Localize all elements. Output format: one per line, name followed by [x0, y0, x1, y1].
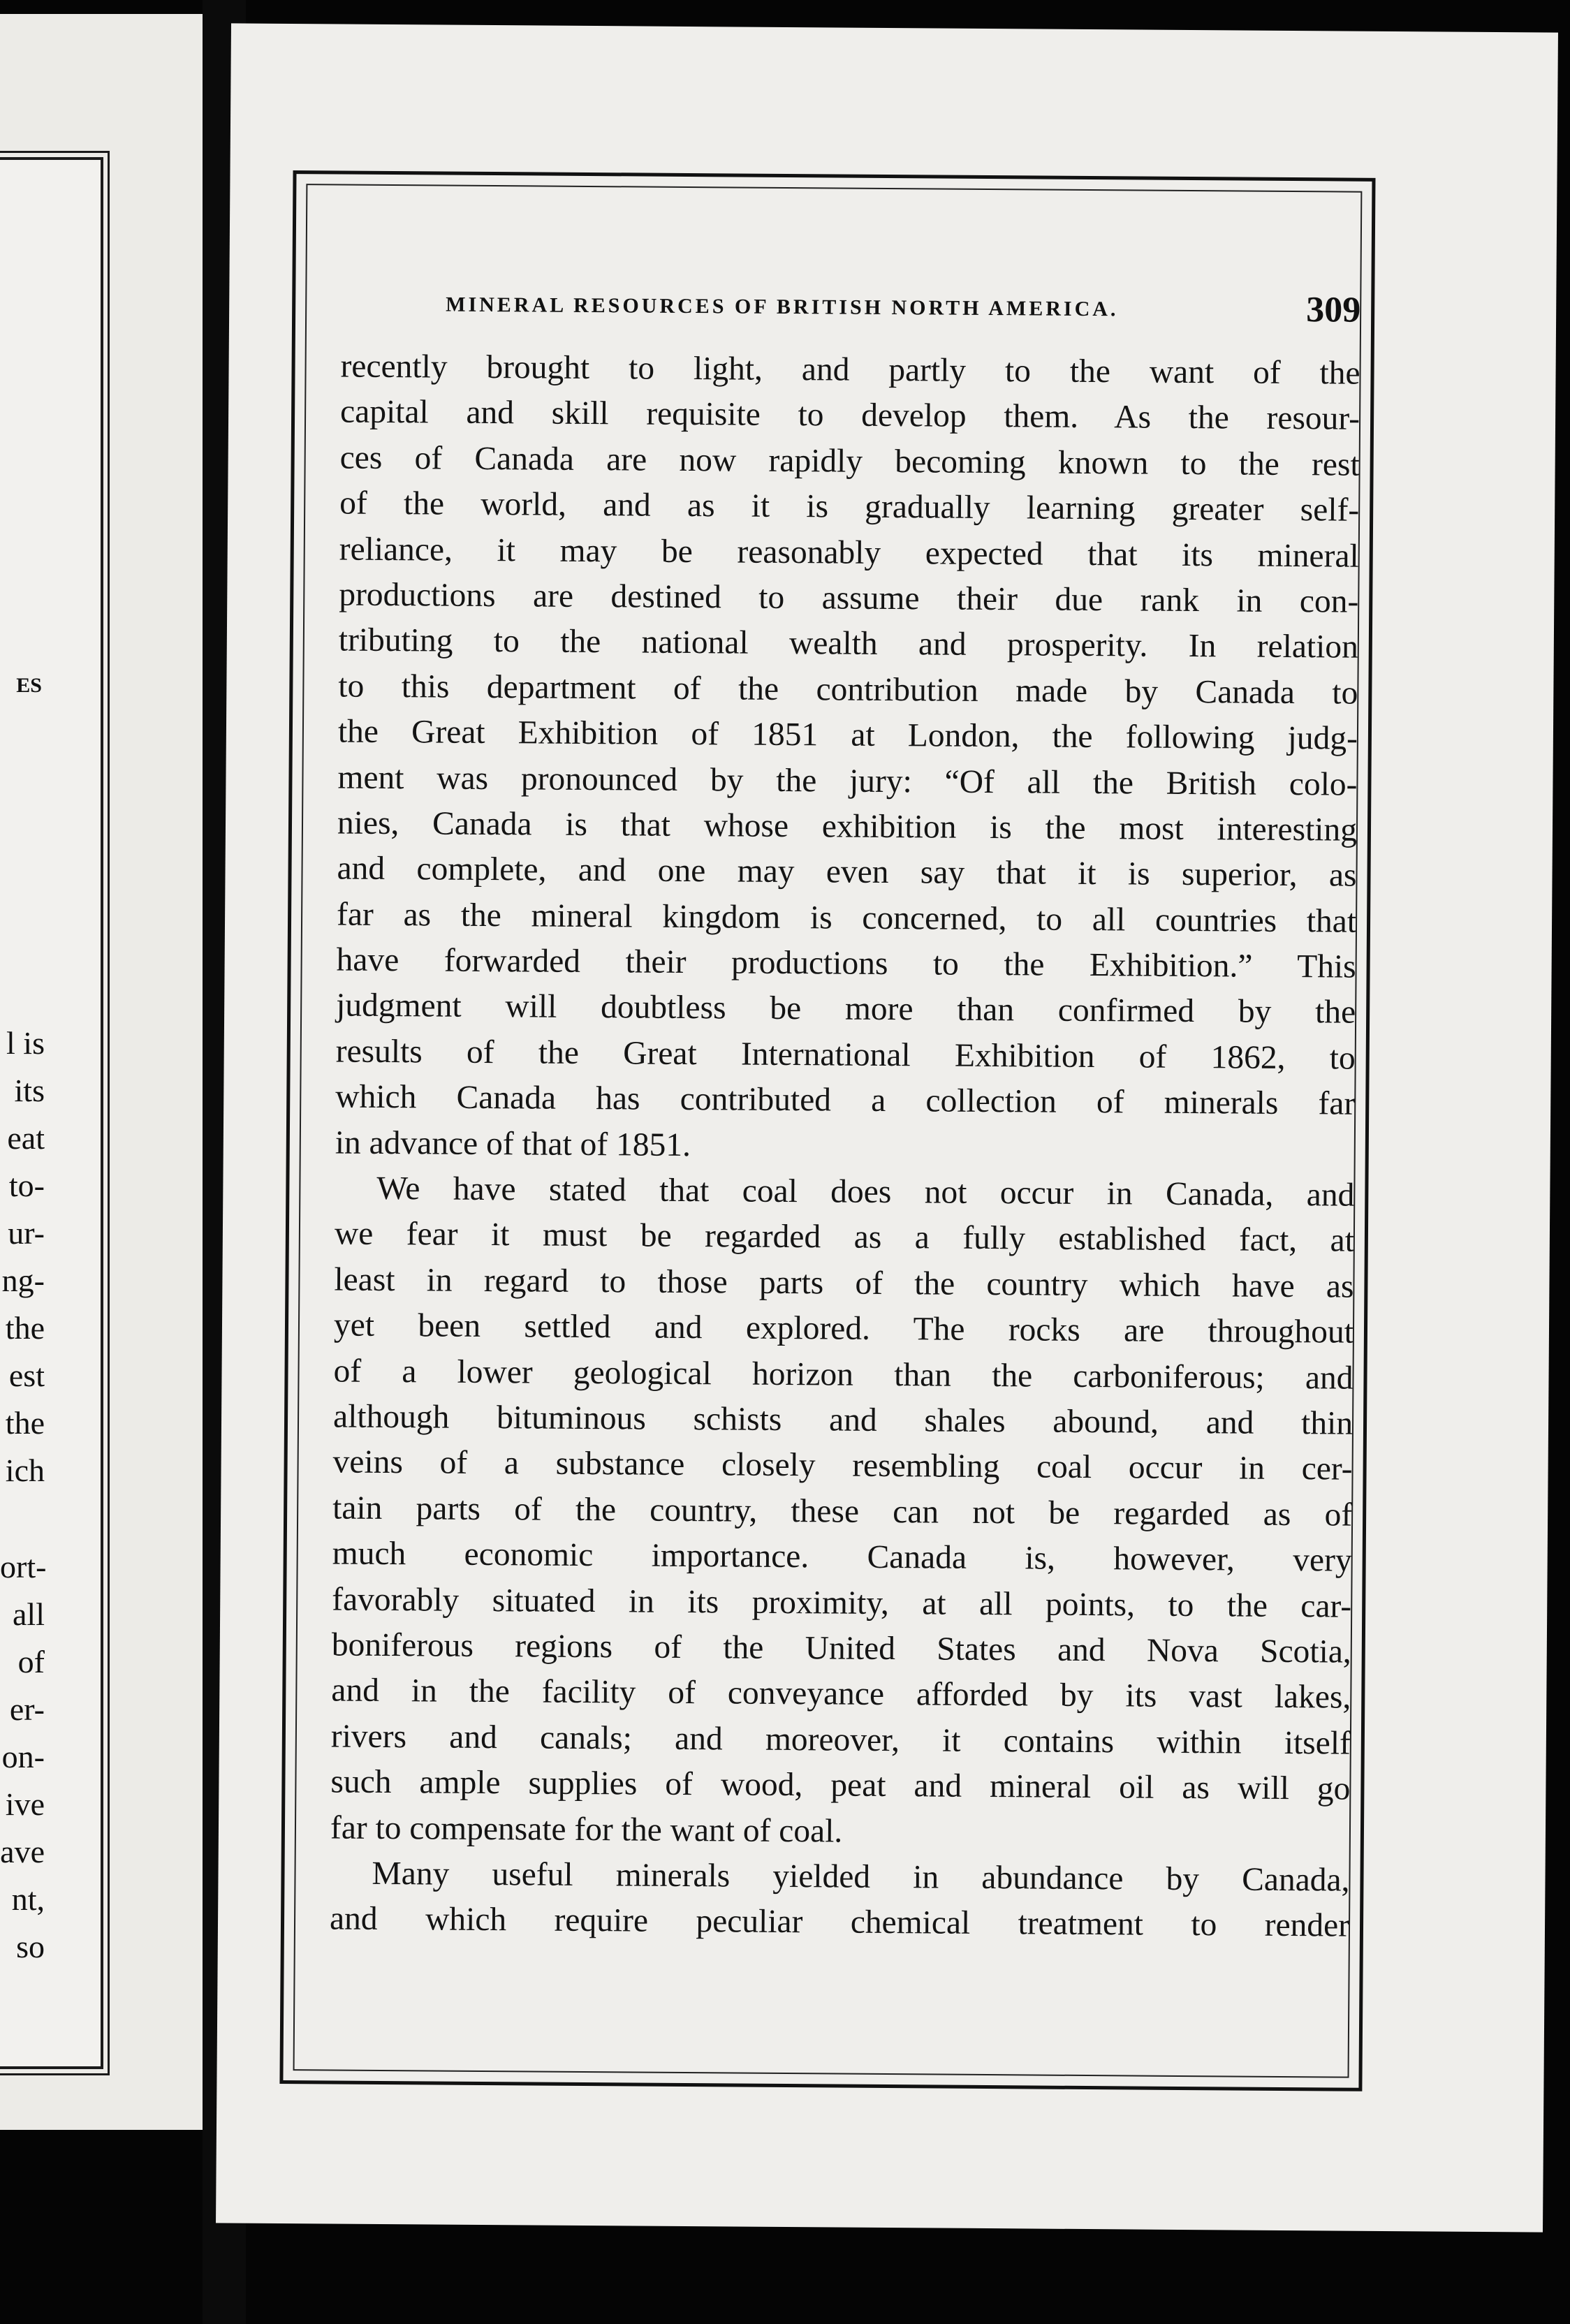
text-line: favorably situated in its proximity, at all points, to the car-: [332, 1581, 1352, 1625]
text-line: far to compensate for the want of coal.: [330, 1809, 843, 1850]
text-line: nies, Canada is that whose exhibition is the most interesting: [337, 804, 1358, 848]
running-head: [341, 283, 1360, 339]
facing-page-fragment: nt,: [11, 1881, 45, 1917]
text-line: rivers and canals; and moreover, it contains within itself: [330, 1718, 1351, 1762]
text-line: judgment will doubtless be more than confirmed by the: [336, 987, 1356, 1031]
text-line: of a lower geological horizon than the carboniferous; and: [333, 1353, 1353, 1397]
text-line: far as the mineral kingdom is concerned, to all countries that: [336, 896, 1357, 940]
text-line: to this department of the contribution made by Canada to: [338, 668, 1358, 712]
facing-page-fragment: so: [16, 1929, 45, 1964]
facing-page-fragment: the: [5, 1405, 45, 1441]
facing-page-text-fragments: [0, 1020, 45, 1971]
text-line: Many useful minerals yielded in abundance by Canada,: [372, 1855, 1350, 1899]
body-text: [330, 344, 1360, 1950]
facing-page-fragment: l is: [6, 1025, 45, 1061]
text-line: boniferous regions of the United States and Nova Scotia,: [331, 1626, 1351, 1670]
text-line: recently brought to light, and partly to the want of the: [340, 348, 1360, 392]
text-line: and in the facility of conveyance afforded by its vast lakes,: [331, 1672, 1351, 1716]
facing-page-fragment: ave: [0, 1834, 45, 1869]
facing-page: [0, 14, 203, 2130]
paragraph: [335, 344, 1360, 1173]
text-line: results of the Great International Exhibition of 1862, to: [335, 1033, 1356, 1077]
facing-page-header-fragment: ES: [16, 674, 42, 697]
text-line: tain parts of the country, these can not be regarded as of: [332, 1490, 1353, 1534]
facing-page-fragment: on-: [1, 1739, 45, 1774]
facing-page-fragment: of: [17, 1644, 45, 1679]
paragraph: [330, 1851, 1350, 1949]
text-line: reliance, it may be reasonably expected that its mineral: [339, 531, 1359, 575]
text-line: least in regard to those parts of the country which have as: [334, 1261, 1354, 1305]
text-line: ment was pronounced by the jury: “Of all the British colo-: [337, 759, 1358, 803]
facing-page-fragment: est: [8, 1358, 45, 1393]
facing-page-fragment: ng-: [1, 1263, 45, 1298]
text-line: We have stated that coal does not occur in Canada, and: [376, 1170, 1355, 1214]
running-title: MINERAL RESOURCES OF BRITISH NORTH AMERICA.: [446, 293, 1119, 321]
facing-page-fragment: the: [5, 1310, 45, 1346]
text-line: of the world, and as it is gradually learning greater self-: [339, 485, 1360, 529]
facing-page-fragment: ich: [5, 1452, 45, 1488]
text-line: much economic importance. Canada is, however, very: [332, 1535, 1352, 1579]
fragment-group-1: [0, 1020, 45, 1494]
fragment-group-2: [0, 1543, 45, 1971]
text-line: although bituminous schists and shales abound, and thin: [332, 1398, 1353, 1442]
text-line: productions are destined to assume their due rank in con-: [339, 576, 1359, 620]
text-line: tributing to the national wealth and prosperity. In relation: [338, 622, 1359, 666]
text-line: which Canada has contributed a collection of minerals far: [335, 1078, 1356, 1122]
facing-page-fragment: its: [14, 1073, 45, 1108]
facing-page-fragment: ort-: [0, 1549, 47, 1584]
facing-page-fragment: to-: [8, 1168, 45, 1203]
facing-page-fragment: eat: [7, 1120, 45, 1156]
facing-page-fragment: ive: [5, 1786, 45, 1822]
book-page: [216, 23, 1558, 2232]
page-content: [330, 283, 1361, 1950]
text-line: such ample supplies of wood, peat and mineral oil as will go: [330, 1763, 1351, 1807]
page-number: 309: [1305, 290, 1361, 330]
facing-page-fragment: er-: [9, 1691, 45, 1727]
text-line: and which require peculiar chemical treatment to render: [329, 1900, 1350, 1944]
text-line: we fear it must be regarded as a fully established fact, at: [334, 1215, 1355, 1260]
text-line: have forwarded their productions to the Exhibition.” This: [336, 941, 1356, 985]
text-line: yet been settled and explored. The rocks are throughout: [333, 1307, 1354, 1351]
paragraph: [330, 1166, 1355, 1858]
text-line: the Great Exhibition of 1851 at London, the following judg-: [337, 713, 1358, 757]
text-line: veins of a substance closely resembling coal occur in cer-: [332, 1443, 1353, 1488]
text-line: ces of Canada are now rapidly becoming known to the rest: [339, 439, 1360, 483]
text-line: capital and skill requisite to develop them. As the resour-: [339, 393, 1360, 438]
facing-page-fragment: all: [13, 1596, 45, 1632]
text-line: in advance of that of 1851.: [335, 1124, 691, 1163]
text-line: and complete, and one may even say that it is superior, as: [337, 850, 1357, 894]
facing-page-fragment: ur-: [8, 1215, 45, 1251]
